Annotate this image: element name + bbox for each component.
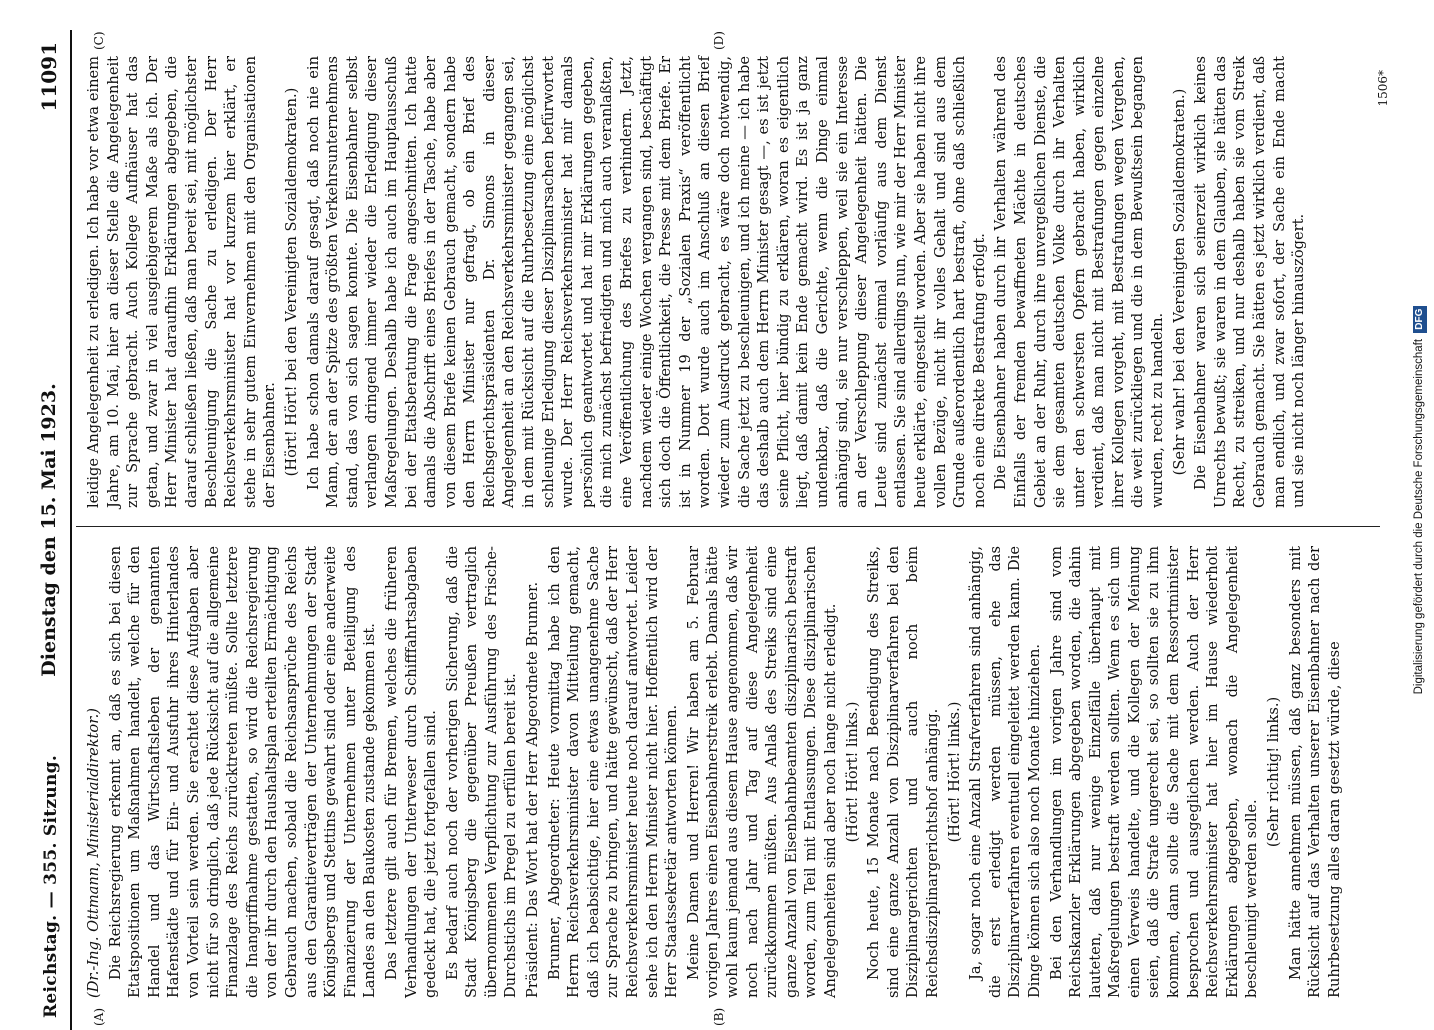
left-column-paragraph: (Hört! Hört! links.): [945, 701, 963, 843]
column-divider: [76, 526, 1380, 527]
right-column-paragraph: Die Eisenbahner haben durch ihr Verhalten während des Einfalls der fremden bewaffneten Mächte in deutsches Gebiet an der Ruhr, durch ihre unvergeßlichen Dienste, die sie dem gesamten deutschen Volke durch ihr Verhalten unter den schwersten Opfern gebracht haben, wirklich verdient, daß man nicht mit Bestrafungen gegen einzelne ihrer Kollegen vorgeht, mit Bestrafungen wegen Vergehen, die weit zurückliegen und die in dem Bewußtsein begangen wurden, recht zu handeln.: [992, 56, 1167, 508]
right-column-paragraph: Ich habe schon damals darauf gesagt, daß noch nie ein Mann, der an der Spitze des größten Verkehrsunternehmens stand, das von sich sagen konnte. Die Eisenbahner selbst verlangen dringend immer wieder die Erledigung dieser Maßregelungen. Deshalb habe ich auch im Hauptausschuß bei der Etatsberatung die Frage angeschnitten. Ich hatte damals die Abschrift eines Briefes in der Tasche, habe aber von diesem Briefe keinen Gebrauch gemacht, sondern habe den Herrn Minister nur gefragt, ob ein Brief des Reichsgerichtspräsidenten Dr. Simons in dieser Angelegenheit an den Reichsverkehrsminister gegangen sei, in dem mit Rücksicht auf die Ruhrbesetzung eine möglichst schleunige Erledigung dieser Disziplinarsachen befürwortet wurde. Der Herr Reichsverkehrsminister hat mir damals persönlich geantwortet und hat mir Erklärungen gegeben, die mich zunächst befriedigten und mich auch veranlaßten, eine Veröffentlichung des Briefes zu verhindern. Jetzt, nachdem wieder einige Wochen vergangen sind, beschäftigt sich doch die Öffentlichkeit, die Presse mit dem Briefe. Er ist in Nummer 19 der „Sozialen Praxis“ veröffentlicht worden. Dort wurde auch im Anschluß an diesen Brief wieder zum Ausdruck gebracht, es wäre doch notwendig, die Sache jetzt zu beschleunigen, und ich meine — ich habe das deshalb auch dem Herrn Minister gesagt —, es ist jetzt seine Pflicht, hier bündig zu erklären, woran es eigentlich liegt, daß damit kein Ende gemacht wird. Es ist ja ganz undenkbar, daß die Gerichte, wenn die Dinge einmal anhängig sind, sie nur verschleppen, weil sie ein Interesse an der Verschleppung dieser Angelegenheit hätten. Die Leute sind zunächst einmal vorläufig aus dem Dienst entlassen. Sie sind allerdings nun, wie mir der Herr Minister heute erklärte, eingestellt worden. Aber sie haben nicht ihre vollen Bezüge, nicht ihr volles Gehalt und sind aus dem Grunde außerordentlich hart bestraft, ohne daß schließlich noch eine direkte Bestrafung erfolgt.: [304, 56, 988, 508]
left-column-paragraph: Brunner, Abgeordneter: Heute vormittag habe ich den Herrn Reichsverkehrsminister davon Mitteilung gemacht, daß ich beabsichtige, hier eine etwas unangenehme Sache zur Sprache zu bringen, und hätte gewünscht, daß der Herr Reichsverkehrsminister heute noch darauf antwortet. Leider sehe ich den Herrn Minister nicht hier. Hoffentlich wird der Herr Staatssekretär antworten können.: [545, 546, 681, 998]
right-column-paragraph: (Sehr wahr! bei den Vereinigten Sozialdemokraten.): [1170, 88, 1188, 476]
right-column-paragraph: (Hört! Hört! bei den Vereinigten Sozialdemokraten.): [282, 87, 300, 477]
scanned-page: [30, 30, 1400, 1030]
left-column-paragraph: Das letztere gilt auch für Bremen, welches die früheren Verhandlungen der Unterweser durch Schifffahrtsabgaben gedeckt hat, die jetzt fortgefallen sind.: [382, 546, 440, 998]
right-column: [84, 56, 1311, 508]
left-column-paragraph: Noch heute, 15 Monate nach Beendigung des Streiks, sind eine ganze Anzahl von Disziplinarverfahren bei den Disziplinargerichten und auch noch beim Reichsdisziplinargerichtshof anhängig.: [865, 546, 941, 998]
header-date: Dienstag den 15. Mai 1923.: [38, 383, 60, 677]
margin-mark-b: (B): [712, 1007, 726, 1026]
left-column-paragraph: (Hört! Hört! links.): [843, 701, 861, 843]
header-left: Reichstag. — 355. Sitzung.: [41, 754, 61, 1018]
right-column-paragraph: leidige Angelegenheit zu erledigen. Ich habe vor etwa einem Jahre, am 10. Mai, hier an dieser Stelle die Angelegenheit zur Sprache gebracht. Auch Kollege Aufhäuser hat das getan, und zwar in viel ausgiebigerem Maße als ich. Der Herr Minister hat daraufhin Erklärungen abgegeben, die darauf schließen ließen, daß man bereit sei, mit möglichster Beschleunigung die Sache zu erledigen. Der Herr Reichsverkehrsminister hat vor kurzem hier erklärt, er stehe in sehr gutem Einvernehmen mit den Organisationen der Eisenbahner.: [85, 56, 279, 508]
page-number: 11091: [37, 42, 61, 112]
left-column-paragraph: Ja, sogar noch eine Anzahl Strafverfahren sind anhängig, die erst erledigt werden müssen, ehe das Disziplinarverfahren eventuell eingeleitet werden kann. Die Dinge können sich also noch Monate hinziehen.: [967, 546, 1043, 998]
credit-line: [1408, 40, 1430, 960]
left-column-paragraph: Meine Damen und Herren! Wir haben am 5. Februar vorigen Jahres einen Eisenbahnerstreik erlebt. Damals hätte wohl kaum jemand aus diesem Hause angenommen, daß wir noch nach Jahr und Tag auf diese Angelegenheit zurückkommen müßten. Aus Anlaß des Streiks sind eine ganze Anzahl von Eisenbahnbeamten disziplinarisch bestraft worden, zum Teil mit Entlassungen. Diese disziplinarischen Angelegenheiten sind aber noch lange nicht erledigt.: [684, 546, 839, 998]
left-column-paragraph: Präsident: Das Wort hat der Herr Abgeordnete Brunner.: [524, 581, 542, 998]
right-column-paragraph: Die Eisenbahner waren sich seinerzeit wirklich keines Unrechts bewußt; sie waren in dem Glauben, sie hätten das Recht, zu streiken, und nur deshalb haben sie vom Streik Gebrauch gemacht. Sie hätten es jetzt wirklich verdient, daß man endlich, und zwar sofort, der Sache ein Ende macht und sie nicht noch länger hinauszögert.: [1192, 56, 1308, 508]
left-column-paragraph: Die Reichsregierung erkennt an, daß es sich bei diesen Etatspositionen um Maßnahmen handelt, welche für den Handel und das Wirtschaftsleben der genannten Hafenstädte und für Ein- und Ausfuhr ihres Hinterlandes von Vorteil sein werden. Sie erachtet diese Aufgaben aber nicht für so dringlich, daß jede Rücksicht auf die allgemeine Finanzlage des Reichs zurücktreten müßte. Sollte letztere die Inangriffnahme gestatten, so wird die Reichsregierung von der ihr durch den Haushaltsplan erteilten Ermächtigung Gebrauch machen, sobald die Reichsansprüche des Reichs aus den Garantieverträgen der Unternehmungen der Stadt Königsbergs und Stettins gewahrt sind oder eine anderweite Finanzierung der Unternehmen unter Beteiligung des Landes an den Baukosten zustande gekommen ist.: [106, 546, 379, 998]
margin-mark-a: (A): [92, 1007, 106, 1026]
credit-text: Digitalisierung gefördert durch die Deutsche Forschungsgemeinschaft: [1413, 338, 1425, 695]
left-column-paragraph: (Dr.-Ing. Ottmann, Ministerialdirektor.): [85, 708, 102, 998]
digitization-credit: [1408, 40, 1430, 960]
page-header: [30, 30, 72, 1030]
margin-mark-d: (D): [712, 31, 726, 50]
left-column: [84, 546, 1346, 998]
margin-mark-c: (C): [92, 31, 106, 50]
left-column-paragraph: Bei den Verhandlungen im vorigen Jahre sind vom Reichskanzler Erklärungen abgegeben worden, die dahin lauteten, daß nur wenige Einzelfälle überhaupt mit Maßregelungen bestraft werden sollten. Wenn es sich um einen Verweis handelte, und die Kollegen der Meinung seien, daß die Strafe ungerecht sei, so sollten sie zu ihm kommen, dann sollte die Sache mit dem Ressortminister besprochen und ausgeglichen werden. Auch der Herr Reichsverkehrsminister hat hier im Hause wiederholt Erklärungen abgegeben, wonach die Angelegenheit beschleunigt werden solle.: [1047, 546, 1261, 998]
signature-mark: 1506*: [1376, 70, 1391, 107]
left-column-paragraph: Es bedarf auch noch der vorherigen Sicherung, daß die Stadt Königsberg die gegenüber Preußen vertraglich übernommenen Verpflichtung zur Ausführung des Frische-Durchstichs im Pregel zu erfüllen bereit ist.: [443, 546, 520, 998]
left-column-paragraph: (Sehr richtig! links.): [1265, 696, 1283, 848]
left-column-paragraph: Man hätte annehmen müssen, daß ganz besonders mit Rücksicht auf das Verhalten unserer Eisenbahner nach der Ruhrbesetzung alles daran gesetzt würde, diese: [1286, 546, 1343, 998]
dfg-logo: DFG: [1413, 306, 1427, 333]
